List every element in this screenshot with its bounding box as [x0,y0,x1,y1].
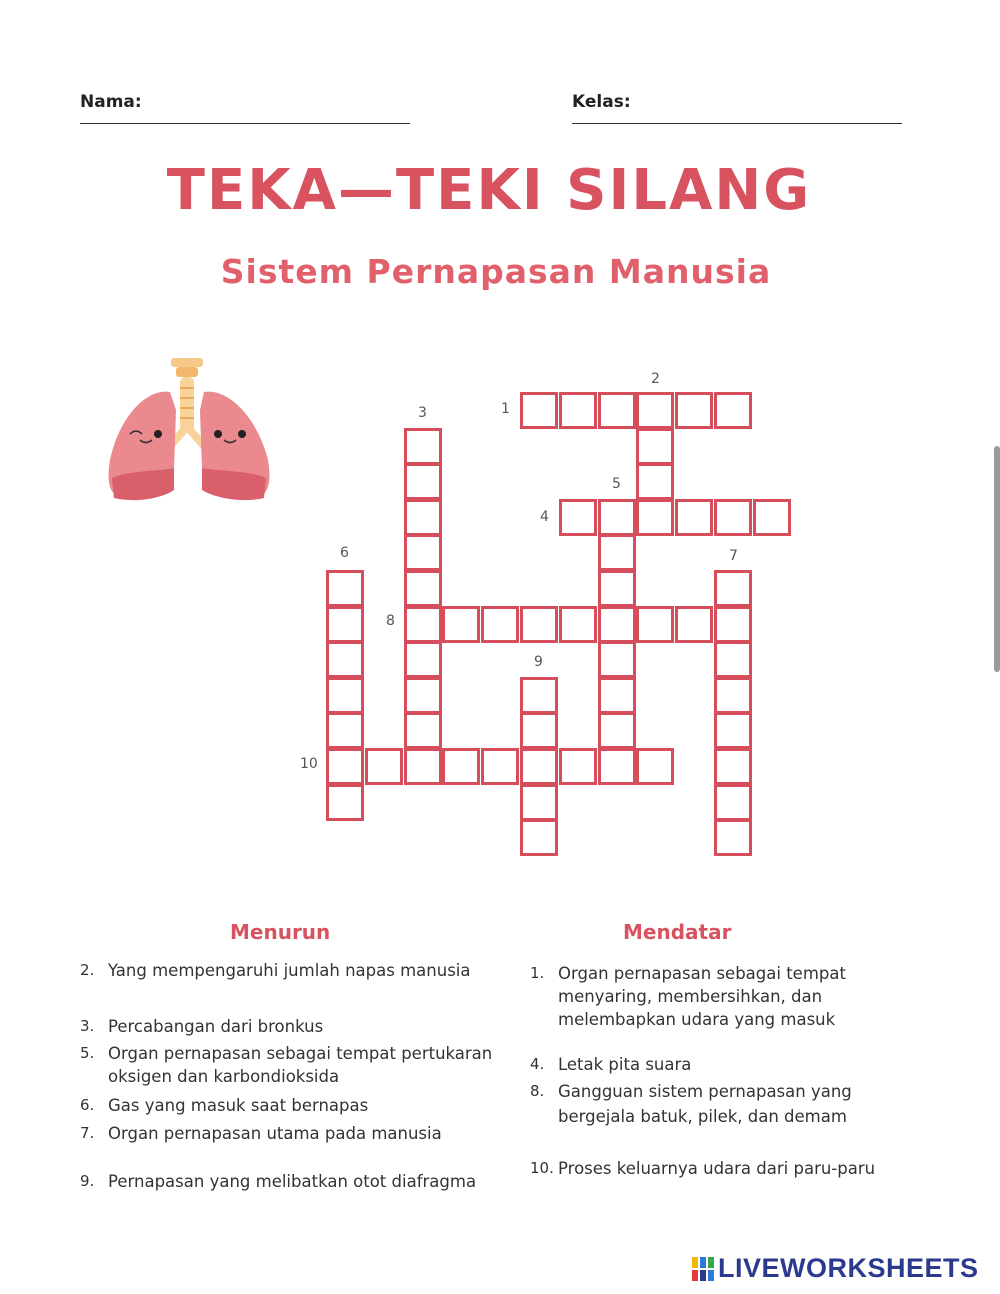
lungs-illustration [100,350,290,510]
down-clue-3: 3. Percabangan dari bronkus [80,1017,324,1036]
crossword-cell[interactable] [636,606,674,643]
crossword-cell[interactable] [714,819,752,856]
liveworksheets-watermark [692,1253,979,1284]
grid-number-1: 1 [501,401,510,417]
crossword-cell[interactable] [404,570,442,607]
crossword-cell[interactable] [714,748,752,785]
crossword-cell[interactable] [559,748,597,785]
crossword-cell[interactable] [714,712,752,749]
crossword-cell[interactable] [714,641,752,678]
across-clue-8: 8. Gangguan sistem pernapasan yang bergejala batuk, pilek, dan demam [530,1082,852,1126]
crossword-cell[interactable] [404,463,442,500]
down-clue-9: 9. Pernapasan yang melibatkan otot diafragma [80,1172,477,1191]
liveworksheets-logo-icon [692,1257,714,1281]
crossword-cell[interactable] [404,677,442,714]
crossword-cell[interactable] [520,748,558,785]
class-label: Kelas: [572,92,631,112]
crossword-cell[interactable] [714,392,752,429]
crossword-cell[interactable] [520,712,558,749]
crossword-cell[interactable] [598,606,636,643]
crossword-cell[interactable] [714,499,752,536]
crossword-cell[interactable] [404,428,442,465]
crossword-cell[interactable] [326,606,364,643]
crossword-cell[interactable] [675,392,713,429]
crossword-cell[interactable] [636,499,674,536]
crossword-cell[interactable] [365,748,403,785]
crossword-cell[interactable] [326,748,364,785]
grid-number-4: 4 [540,509,549,525]
crossword-cell[interactable] [675,606,713,643]
crossword-cell[interactable] [326,712,364,749]
crossword-cell[interactable] [636,428,674,465]
crossword-cell[interactable] [636,392,674,429]
crossword-cell[interactable] [598,677,636,714]
crossword-cell[interactable] [598,392,636,429]
grid-number-6: 6 [340,545,349,561]
down-clue-6: 6. Gas yang masuk saat bernapas [80,1096,369,1115]
left-lung-icon [109,392,176,501]
down-clue-5: 5. Organ pernapasan sebagai tempat pertukaran oksigen dan karbondioksida [80,1044,493,1086]
crossword-cell[interactable] [404,534,442,571]
crossword-cell[interactable] [714,570,752,607]
crossword-cell[interactable] [326,784,364,821]
crossword-cell[interactable] [714,677,752,714]
grid-number-9: 9 [534,654,543,670]
crossword-cell[interactable] [636,748,674,785]
crossword-cell[interactable] [442,606,480,643]
crossword-cell[interactable] [598,748,636,785]
crossword-cell[interactable] [714,784,752,821]
crossword-cell[interactable] [598,570,636,607]
class-line [572,123,902,124]
crossword-cell[interactable] [481,748,519,785]
down-clue-2: 2. Yang mempengaruhi jumlah napas manusia [80,961,471,980]
crossword-cell[interactable] [636,463,674,500]
crossword-cell[interactable] [404,499,442,536]
crossword-cell[interactable] [598,641,636,678]
down-clue-7: 7. Organ pernapasan utama pada manusia [80,1124,442,1143]
watermark-text: LIVEWORKSHEETS [718,1253,979,1283]
crossword-cell[interactable] [326,641,364,678]
crossword-cell[interactable] [326,570,364,607]
grid-number-7: 7 [729,548,738,564]
crossword-cell[interactable] [404,748,442,785]
scrollbar[interactable] [994,446,1000,672]
name-line [80,123,410,124]
crossword-cell[interactable] [559,499,597,536]
right-lung-icon [200,392,269,501]
crossword-cell[interactable] [481,606,519,643]
crossword-cell[interactable] [714,606,752,643]
crossword-cell[interactable] [559,392,597,429]
grid-number-5: 5 [612,476,621,492]
page-title: TEKA—TEKI SILANG [166,158,812,223]
crossword-cell[interactable] [753,499,791,536]
across-clue-1: 1. Organ pernapasan sebagai tempat menyaring, membersihkan, dan melembapkan udara yang masuk [530,964,846,1029]
across-clue-10: 10. Proses keluarnya udara dari paru-paru [530,1159,876,1178]
crossword-cell[interactable] [598,499,636,536]
crossword-cell[interactable] [675,499,713,536]
down-heading: Menurun [230,920,331,944]
crossword-cell[interactable] [520,677,558,714]
crossword-cell[interactable] [598,534,636,571]
page-subtitle: Sistem Pernapasan Manusia [220,252,772,291]
crossword-cell[interactable] [442,748,480,785]
crossword-cell[interactable] [404,712,442,749]
crossword-cell[interactable] [404,606,442,643]
grid-number-2: 2 [651,371,660,387]
grid-number-10: 10 [300,756,318,772]
across-clue-4: 4. Letak pita suara [530,1055,692,1074]
across-heading: Mendatar [623,920,732,944]
crossword-cell[interactable] [520,819,558,856]
grid-number-8: 8 [386,613,395,629]
crossword-cell[interactable] [520,606,558,643]
name-label: Nama: [80,92,142,112]
crossword-cell[interactable] [404,641,442,678]
crossword-cell[interactable] [520,784,558,821]
crossword-cell[interactable] [559,606,597,643]
grid-number-3: 3 [418,405,427,421]
crossword-cell[interactable] [598,712,636,749]
crossword-cell[interactable] [326,677,364,714]
crossword-cell[interactable] [520,392,558,429]
